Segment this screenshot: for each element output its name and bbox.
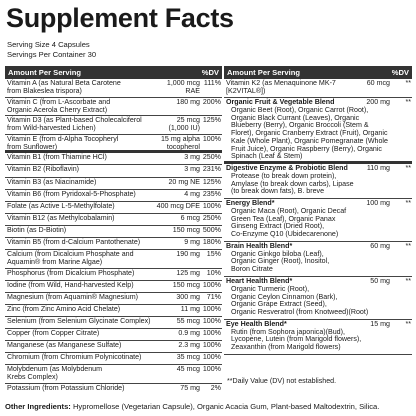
nutrient-row <box>5 116 222 135</box>
nutrient-dv: 125% <box>202 177 221 186</box>
nutrient-dv: 15% <box>206 250 221 259</box>
blend-ingredient-line: Organic Ginger (Root), Inositol, <box>231 257 330 266</box>
nutrient-row <box>5 226 222 238</box>
nutrient-amount: 125 mg <box>176 268 200 277</box>
nutrient-amount: 3 mg <box>184 153 200 162</box>
blend-ingredient-line: Floret), Organic Cranberry Extract (Fruit), Organic <box>231 129 388 138</box>
nutrient-dv: 250% <box>202 213 221 222</box>
nutrient-dv: 100% <box>202 329 221 338</box>
blend-name: Digestive Enzyme & Probiotic Blend <box>226 163 348 172</box>
blend-ingredient-line: Organic Grape Extract (Seed), <box>231 300 327 309</box>
nutrient-amount: 15 mg alpha <box>160 134 200 143</box>
blend-dv: ** <box>405 198 411 207</box>
nutrient-amount: 2.3 mg <box>178 341 200 350</box>
nutrient-dv: 71% <box>206 292 221 301</box>
nutrient-amount: 150 mcg <box>172 225 200 234</box>
nutrient-row <box>5 317 222 329</box>
nutrient-amount: 6 mcg <box>180 213 200 222</box>
nutrient-row <box>5 250 222 269</box>
blend-dv: ** <box>405 319 411 328</box>
nutrient-amount: 60 mcg <box>366 79 390 87</box>
nutrient-name-line2: Organic Acerola Cherry Extract) <box>7 105 108 114</box>
blend-ingredient-line: Organic Turmeric (Root), <box>231 284 310 293</box>
nutrient-amount: 400 mcg DFE <box>156 201 200 210</box>
blend-dv: ** <box>405 241 411 250</box>
nutrient-dv: 200% <box>202 97 221 106</box>
blend-ingredient-line: Spinach (Leaf & Stem) <box>231 152 303 161</box>
nutrient-name-line2: from Wild-harvested Lichen) <box>7 124 96 133</box>
blend-amount: 110 mg <box>366 163 390 172</box>
blend-amount: 60 mg <box>370 241 390 250</box>
blend-ingredient-line: Organic Resveratrol (from Knotweed)(Root) <box>231 307 369 316</box>
blend-amount: 50 mg <box>370 276 390 285</box>
nutrient-name: Vitamin K2 (as Menaquinone MK-7 <box>226 79 336 87</box>
nutrient-amount: 45 mcg <box>176 365 200 374</box>
nutrient-name: Magnesium (from Aquamin® Magnesium) <box>7 292 138 301</box>
nutrient-name: Molybdenum (as Molybdenum <box>7 365 103 374</box>
blend-ingredient-line: Co-Enzyme Q10 (Ubidecarenone) <box>231 230 339 239</box>
nutrient-dv: 180% <box>202 238 221 247</box>
nutrient-name: Vitamin A (as Natural Beta Carotene <box>7 79 121 87</box>
page-title: Supplement Facts <box>6 3 234 33</box>
nutrient-name: Iodine (from Wild, Hand-harvested Kelp) <box>7 280 134 289</box>
nutrient-name: Vitamin B3 (as Niacinamide) <box>7 177 97 186</box>
blend-ingredient-line: Kale (Whole Plant), Organic Pomegranate (Whole <box>231 136 388 145</box>
nutrient-amount: 9 mg <box>184 238 200 247</box>
nutrient-name-line2: from Sunflower) <box>7 142 58 151</box>
blend-ingredient-line: Organic Black Currant (Leaves), Organic <box>231 113 360 122</box>
nutrient-amount: 190 mg <box>176 250 200 259</box>
nutrient-amount-line2: RAE <box>185 87 200 95</box>
nutrient-row <box>5 384 222 392</box>
blend-ingredient-line: Organic Beet (Root), Organic Carrot (Root), <box>231 106 369 114</box>
nutrient-amount: 150 mcg <box>172 280 200 289</box>
nutrient-name-line2: from Blakeslea trispora) <box>7 87 82 95</box>
nutrient-name: Phosphorus (from Dicalcium Phosphate) <box>7 268 135 277</box>
blend-ingredient-line: Lycopene, Lutein (from Marigold flowers), <box>231 335 362 344</box>
vitamin-k2-row <box>224 79 412 98</box>
nutrient-dv: 235% <box>202 189 221 198</box>
blend-row <box>224 277 412 320</box>
blend-row <box>224 199 412 242</box>
nutrient-name: Vitamin B1 (from Thiamine HCl) <box>7 153 107 162</box>
nutrient-row <box>5 153 222 165</box>
other-ingredients-text: Hypromellose (Vegetarian Capsule), Organic Acacia Gum, Plant-based Maltodextrin, Silica. <box>70 402 380 411</box>
other-ingredients-label: Other Ingredients: <box>5 402 71 411</box>
nutrient-name-line2: Krebs Complex) <box>7 373 58 382</box>
nutrient-amount: 0.9 mg <box>178 329 200 338</box>
blend-ingredient-line: Green Tea (Leaf), Organic Panax <box>231 214 336 223</box>
left-header <box>5 66 222 79</box>
nutrient-name: Selenium (from Selenium Glycinate Complex) <box>7 317 151 326</box>
nutrient-row <box>5 238 222 250</box>
nutrient-name: Vitamin B12 (as Methylcobalamin) <box>7 213 115 222</box>
blend-row <box>224 164 412 199</box>
nutrient-amount: 55 mcg <box>176 317 200 326</box>
blend-row <box>224 242 412 277</box>
nutrient-amount: 75 mg <box>180 384 200 392</box>
nutrient-amount: 1,000 mcg <box>166 79 200 87</box>
nutrient-row <box>5 305 222 317</box>
blend-dv: ** <box>405 98 411 106</box>
nutrient-name: Chromium (from Chromium Polynicotinate) <box>7 353 142 362</box>
nutrient-name: Biotin (as D-Biotin) <box>7 225 67 234</box>
blend-row <box>224 320 412 355</box>
blend-ingredient-line: Blueberry (Berry), Organic Broccoli (Stem & <box>231 121 369 130</box>
nutrient-row <box>5 353 222 365</box>
amount-per-serving-label: Amount Per Serving <box>8 68 81 77</box>
nutrient-name: Vitamin B2 (Riboflavin) <box>7 165 80 174</box>
nutrient-row <box>5 341 222 353</box>
blend-name: Energy Blend* <box>226 198 275 207</box>
nutrient-row <box>5 135 222 154</box>
blend-ingredient-line: Ginseng Extract (Dried Root), <box>231 222 325 231</box>
blend-name: Brain Health Blend* <box>226 241 293 250</box>
blend-dv: ** <box>405 163 411 172</box>
blend-ingredient-line: Organic Maca (Root), Organic Decaf <box>231 206 347 215</box>
nutrient-row <box>5 269 222 281</box>
blend-name: Eye Health Blend* <box>226 319 287 328</box>
nutrient-amount: 300 mg <box>176 292 200 301</box>
dv-label: %DV <box>201 68 219 77</box>
nutrient-amount-line2: (1,000 IU) <box>168 124 200 133</box>
nutrient-name: Potassium (from Potassium Chloride) <box>7 384 125 392</box>
nutrient-name: Calcium (from Dicalcium Phosphate and <box>7 250 134 259</box>
nutrient-dv: 500% <box>202 225 221 234</box>
nutrient-row <box>5 293 222 305</box>
nutrient-name: Folate (as Active L-5-Methylfolate) <box>7 201 115 210</box>
nutrient-amount: 25 mcg <box>176 116 200 125</box>
blend-ingredient-line: Rutin (from Sophora japonica)(Bud), <box>231 327 345 336</box>
right-header <box>224 66 412 79</box>
nutrient-row <box>5 178 222 190</box>
blend-amount: 100 mg <box>366 198 390 207</box>
nutrient-name: Vitamin D3 (as Plant-based Cholecalciferol <box>7 116 142 125</box>
blend-ingredient-line: Protease (to break down protein), <box>231 171 337 180</box>
blend-ingredient-line: Amylase (to break down carbs), Lipase <box>231 179 354 188</box>
nutrient-dv: 100% <box>202 317 221 326</box>
blend-ingredient-line: Fruit Juice), Organic Raspberry (Berry), Organic <box>231 144 382 153</box>
nutrient-amount: 180 mg <box>176 97 200 106</box>
nutrient-dv: 100% <box>202 341 221 350</box>
nutrient-row <box>5 202 222 214</box>
blend-ingredient-line: Organic Ceylon Cinnamon (Bark), <box>231 292 338 301</box>
nutrient-dv: 100% <box>202 134 221 143</box>
nutrient-row <box>5 79 222 98</box>
blend-name: Heart Health Blend* <box>226 276 293 285</box>
nutrient-dv: 2% <box>210 384 221 392</box>
nutrient-dv: 100% <box>202 305 221 313</box>
blend-ingredient-line: Zeaxanthin (from Marigold flowers) <box>231 343 341 352</box>
amount-per-serving-label: Amount Per Serving <box>227 68 300 77</box>
nutrient-amount: 35 mcg <box>176 353 200 362</box>
other-ingredients <box>5 402 379 411</box>
nutrient-row <box>5 98 222 117</box>
blend-dv: ** <box>405 276 411 285</box>
nutrient-dv: 111% <box>203 79 221 87</box>
nutrient-name: Vitamin B5 (from d-Calcium Pantothenate) <box>7 238 141 247</box>
nutrient-name: Zinc (from Zinc Amino Acid Chelate) <box>7 305 121 313</box>
nutrient-amount-line2: tocopherol <box>166 142 200 151</box>
blend-row <box>224 98 412 164</box>
nutrient-name: Manganese (as Manganese Sulfate) <box>7 341 122 350</box>
nutrient-row <box>5 190 222 202</box>
nutrient-amount: 11 mg <box>180 305 200 313</box>
serving-size: Serving Size 4 Capsules <box>7 40 90 49</box>
blend-amount: 15 mg <box>370 319 390 328</box>
nutrient-amount: 3 mg <box>184 165 200 174</box>
nutrient-dv: 100% <box>202 353 221 362</box>
blend-amount: 200 mg <box>366 98 390 106</box>
blend-list <box>224 98 412 355</box>
nutrient-row <box>5 214 222 226</box>
nutrient-row <box>5 165 222 177</box>
blend-ingredient-line: (to break down fats), B. breve <box>231 187 325 196</box>
right-facts-panel <box>224 66 412 392</box>
nutrient-amount: 20 mg NE <box>168 177 200 186</box>
servings-per-container: Servings Per Container 30 <box>7 50 97 59</box>
nutrient-name-line2: [K2VITAL®]) <box>226 87 266 95</box>
nutrient-dv: 100% <box>202 365 221 374</box>
nutrient-name-line2: Aquamin® from Marine Algae) <box>7 258 103 267</box>
nutrient-dv: 100% <box>202 201 221 210</box>
footnote: **Daily Value (DV) not established. <box>227 377 337 385</box>
blend-name: Organic Fruit & Vegetable Blend <box>226 98 335 106</box>
blend-ingredient-line: Organic Ginkgo biloba (Leaf), <box>231 249 324 258</box>
nutrient-dv: 125% <box>202 116 221 125</box>
left-rows <box>5 79 222 392</box>
nutrient-name: Vitamin B6 (from Pyridoxal-5-Phosphate) <box>7 189 136 198</box>
nutrient-dv: 250% <box>202 153 221 162</box>
nutrient-dv: 231% <box>202 165 221 174</box>
nutrient-dv: 10% <box>206 268 221 277</box>
nutrient-row <box>5 329 222 341</box>
dv-label: %DV <box>391 68 409 77</box>
nutrient-row <box>5 365 222 384</box>
nutrient-dv: ** <box>405 79 411 87</box>
nutrient-dv: 100% <box>202 280 221 289</box>
left-facts-panel <box>5 66 222 392</box>
nutrient-amount: 4 mg <box>184 189 200 198</box>
nutrient-row <box>5 281 222 293</box>
nutrient-name: Vitamin C (from L-Ascorbate and <box>7 97 111 106</box>
nutrient-name: Vitamin E (from d-Alpha Tocopheryl <box>7 134 119 143</box>
blend-ingredient-line: Boron Citrate <box>231 265 273 274</box>
nutrient-name: Copper (from Copper Citrate) <box>7 329 100 338</box>
